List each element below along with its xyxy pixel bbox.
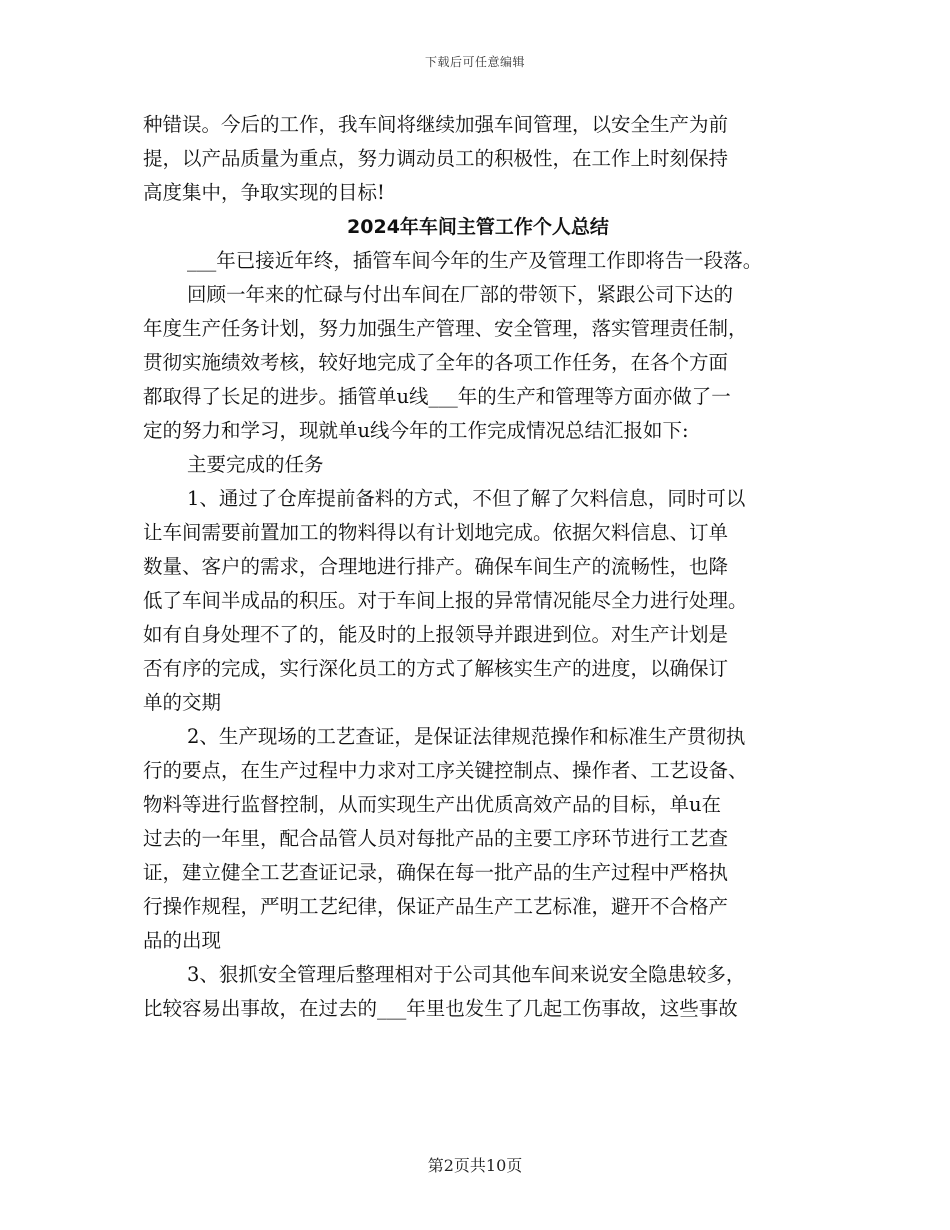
text-line: 品的出现 bbox=[143, 929, 222, 952]
text-line: 行操作规程，严明工艺纪律，保证产品生产工艺标准，避开不合格产 bbox=[143, 895, 729, 918]
text-line: 证，建立健全工艺查证记录，确保在每一批产品的生产过程中严格执 bbox=[143, 861, 729, 884]
text-line: 让车间需要前置加工的物料得以有计划地完成。依据欠料信息、订单 bbox=[143, 521, 729, 544]
text-line: 过去的一年里，配合品管人员对每批产品的主要工序环节进行工艺查 bbox=[143, 827, 729, 850]
text-line: 提，以产品质量为重点，努力调动员工的积极性，在工作上时刻保持 bbox=[143, 147, 729, 170]
header-note: 下载后可任意编辑 bbox=[424, 55, 525, 69]
text-line: 年度生产任务计划，努力加强生产管理、安全管理，落实管理责任制， bbox=[143, 317, 748, 340]
text-line: ___年已接近年终，插管车间今年的生产及管理工作即将告一段落。 bbox=[187, 249, 763, 272]
text-line: 种错误。今后的工作，我车间将继续加强车间管理，以安全生产为前 bbox=[143, 113, 729, 136]
text-line: 比较容易出事故，在过去的___年里也发生了几起工伤事故，这些事故 bbox=[143, 997, 738, 1020]
text-line: 如有自身处理不了的，能及时的上报领导并跟进到位。对生产计划是 bbox=[143, 623, 729, 646]
text-line: 贯彻实施绩效考核，较好地完成了全年的各项工作任务，在各个方面 bbox=[143, 351, 729, 374]
text-line: 数量、客户的需求，合理地进行排产。确保车间生产的流畅性，也降 bbox=[143, 555, 729, 578]
text-line: 回顾一年来的忙碌与付出车间在厂部的带领下，紧跟公司下达的 bbox=[187, 283, 734, 306]
text-line: 都取得了长足的进步。插管单u线___年的生产和管理等方面亦做了一 bbox=[143, 385, 731, 408]
text-line: 定的努力和学习，现就单u线今年的工作完成情况总结汇报如下: bbox=[143, 419, 689, 442]
text-line: 3、狠抓安全管理后整理相对于公司其他车间来说安全隐患较多， bbox=[187, 963, 746, 986]
document-title: 2024年车间主管工作个人总结 bbox=[347, 216, 609, 238]
text-line: 低了车间半成品的积压。对于车间上报的异常情况能尽全力进行处理。 bbox=[143, 589, 748, 612]
text-line: 高度集中，争取实现的目标! bbox=[143, 181, 385, 204]
page-number: 第2页共10页 bbox=[427, 1156, 523, 1175]
text-line: 2、生产现场的工艺查证，是保证法律规范操作和标准生产贯彻执 bbox=[187, 725, 746, 748]
text-line: 物料等进行监督控制，从而实现生产出优质高效产品的目标，单u在 bbox=[143, 793, 722, 816]
section-heading: 主要完成的任务 bbox=[187, 453, 324, 476]
text-line: 1、通过了仓库提前备料的方式，不但了解了欠料信息，同时可以 bbox=[187, 487, 746, 510]
text-line: 否有序的完成，实行深化员工的方式了解核实生产的进度，以确保订 bbox=[143, 657, 729, 680]
text-line: 单的交期 bbox=[143, 691, 222, 714]
text-line: 行的要点，在生产过程中力求对工序关键控制点、操作者、工艺设备、 bbox=[143, 759, 748, 782]
document-body bbox=[143, 108, 813, 1026]
